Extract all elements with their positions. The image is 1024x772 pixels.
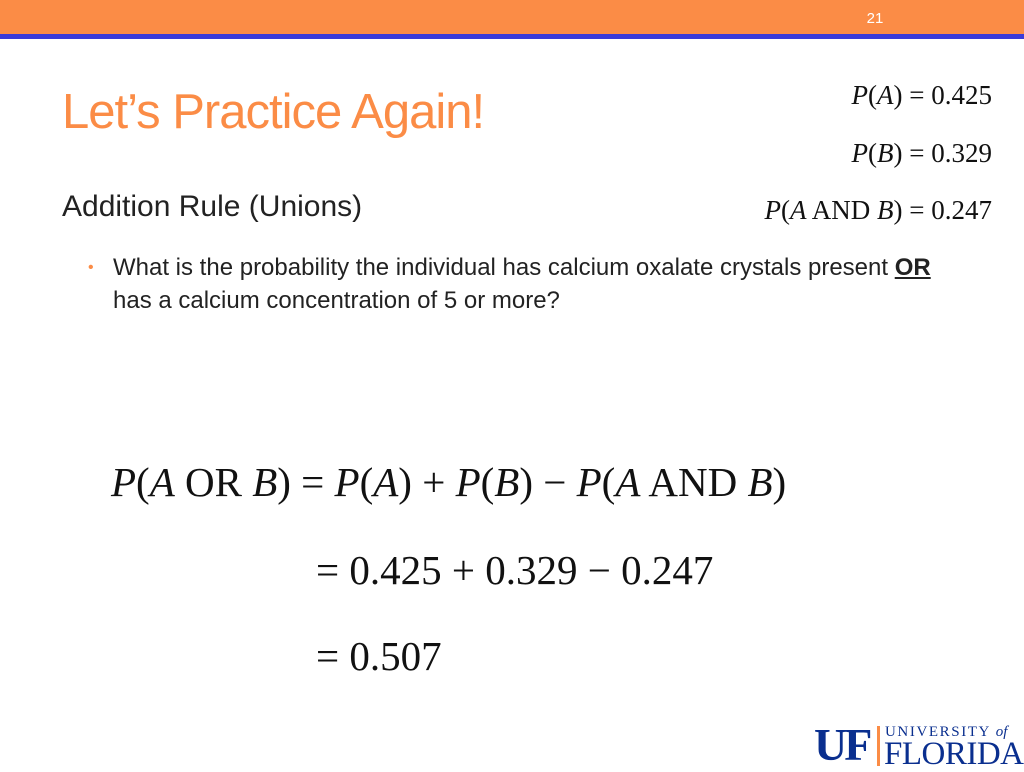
uf-logo [814, 716, 1024, 772]
logo-initials: UF [814, 719, 870, 770]
given-p-a-and-b: P(A AND B) = 0.247 [764, 195, 992, 225]
solution-formula: P(A OR B) = P(A) + P(B) − P(A AND B) [111, 459, 787, 505]
slide-number: 21 [866, 10, 884, 27]
solution-result: = 0.507 [316, 633, 442, 679]
question-bullet [88, 251, 968, 317]
given-p-a: P(A) = 0.425 [851, 80, 992, 110]
logo-university-of: UNIVERSITY of [885, 724, 1008, 740]
given-p-b: P(B) = 0.329 [851, 138, 992, 168]
slide-title: Let’s Practice Again! [62, 85, 485, 139]
header-divider [0, 34, 1024, 39]
slide-subtitle: Addition Rule (Unions) [62, 190, 363, 223]
logo-florida: FLORIDA [884, 736, 1024, 772]
bullet-icon: • [88, 259, 94, 276]
question-text-after: has a calcium concentration of 5 or more? [113, 287, 560, 314]
question-emphasis-or: OR [894, 254, 931, 281]
solution-substitution: = 0.425 + 0.329 − 0.247 [316, 547, 714, 593]
logo-divider [877, 726, 880, 766]
question-text [113, 251, 968, 317]
question-text-before: What is the probability the individual has calcium oxalate crystals present [113, 254, 895, 281]
